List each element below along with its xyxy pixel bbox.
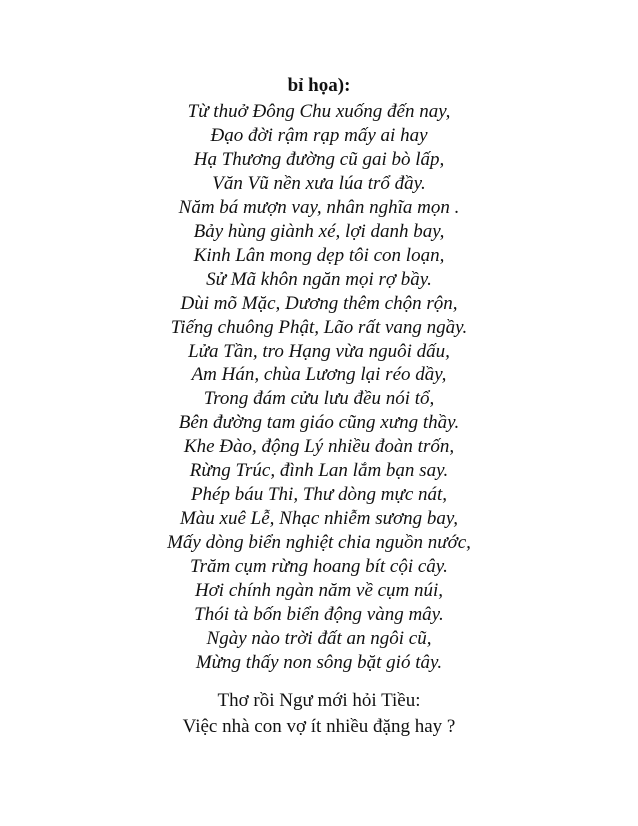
poem-line: Tiếng chuông Phật, Lão rất vang ngầy. [170,316,468,338]
section-heading: bỉ họa): [287,75,351,96]
poem-line: Hơi chính ngàn năm về cụm núi, [194,580,444,602]
dialogue-block [0,688,638,740]
dialogue-line: Việc nhà con vợ ít nhiều đặng hay ? [182,716,456,737]
poem-line: Am Hán, chùa Lương lại réo dầy, [191,364,447,386]
poem-line: Kinh Lân mong dẹp tôi con loạn, [193,244,445,266]
poem-line: Bảy hùng giành xé, lợi danh bay, [193,220,445,242]
poem-line: Khe Đào, động Lý nhiều đoàn trốn, [183,436,455,458]
poem-line: Năm bá mượn vay, nhân nghĩa mọn . [178,196,460,218]
poem-line: Hạ Thương đường cũ gai bò lấp, [193,148,445,170]
poem-line: Dùi mõ Mặc, Dương thêm chộn rộn, [180,292,458,314]
poem-line: Mừng thấy non sông bặt gió tây. [195,651,443,673]
poem-line: Ngày nào trời đất an ngôi cũ, [206,627,432,649]
poem-line: Mấy dòng biển nghiệt chia nguồn nước, [167,532,471,554]
poem-line: Trăm cụm rừng hoang bít cội cây. [190,556,448,578]
dialogue-line: Thơ rồi Ngư mới hỏi Tiều: [217,690,421,711]
poem-line: Trong đám cửu lưu đều nói tổ, [203,388,435,410]
poem-line: Từ thuở Đông Chu xuống đến nay, [187,101,451,122]
poem-line: Màu xuê Lễ, Nhạc nhiễm sương bay, [179,508,458,530]
poem-line: Bên đường tam giáo cũng xưng thầy. [178,412,460,434]
poem-stanza [0,100,638,675]
poem-line: Thói tà bốn biển động vàng mây. [194,604,444,626]
poem-line: Rừng Trúc, đình Lan lắm bạn say. [189,460,449,482]
poem-line: Lửa Tần, tro Hạng vừa nguôi dấu, [188,340,450,362]
poem-line: Văn Vũ nền xưa lúa trổ đầy. [212,172,426,194]
poem-line: Đạo đời rậm rạp mấy ai hay [210,124,428,146]
poem-line: Phép báu Thi, Thư dòng mực nát, [190,484,448,506]
poem-line: Sử Mã khôn ngăn mọi rợ bầy. [206,268,432,290]
